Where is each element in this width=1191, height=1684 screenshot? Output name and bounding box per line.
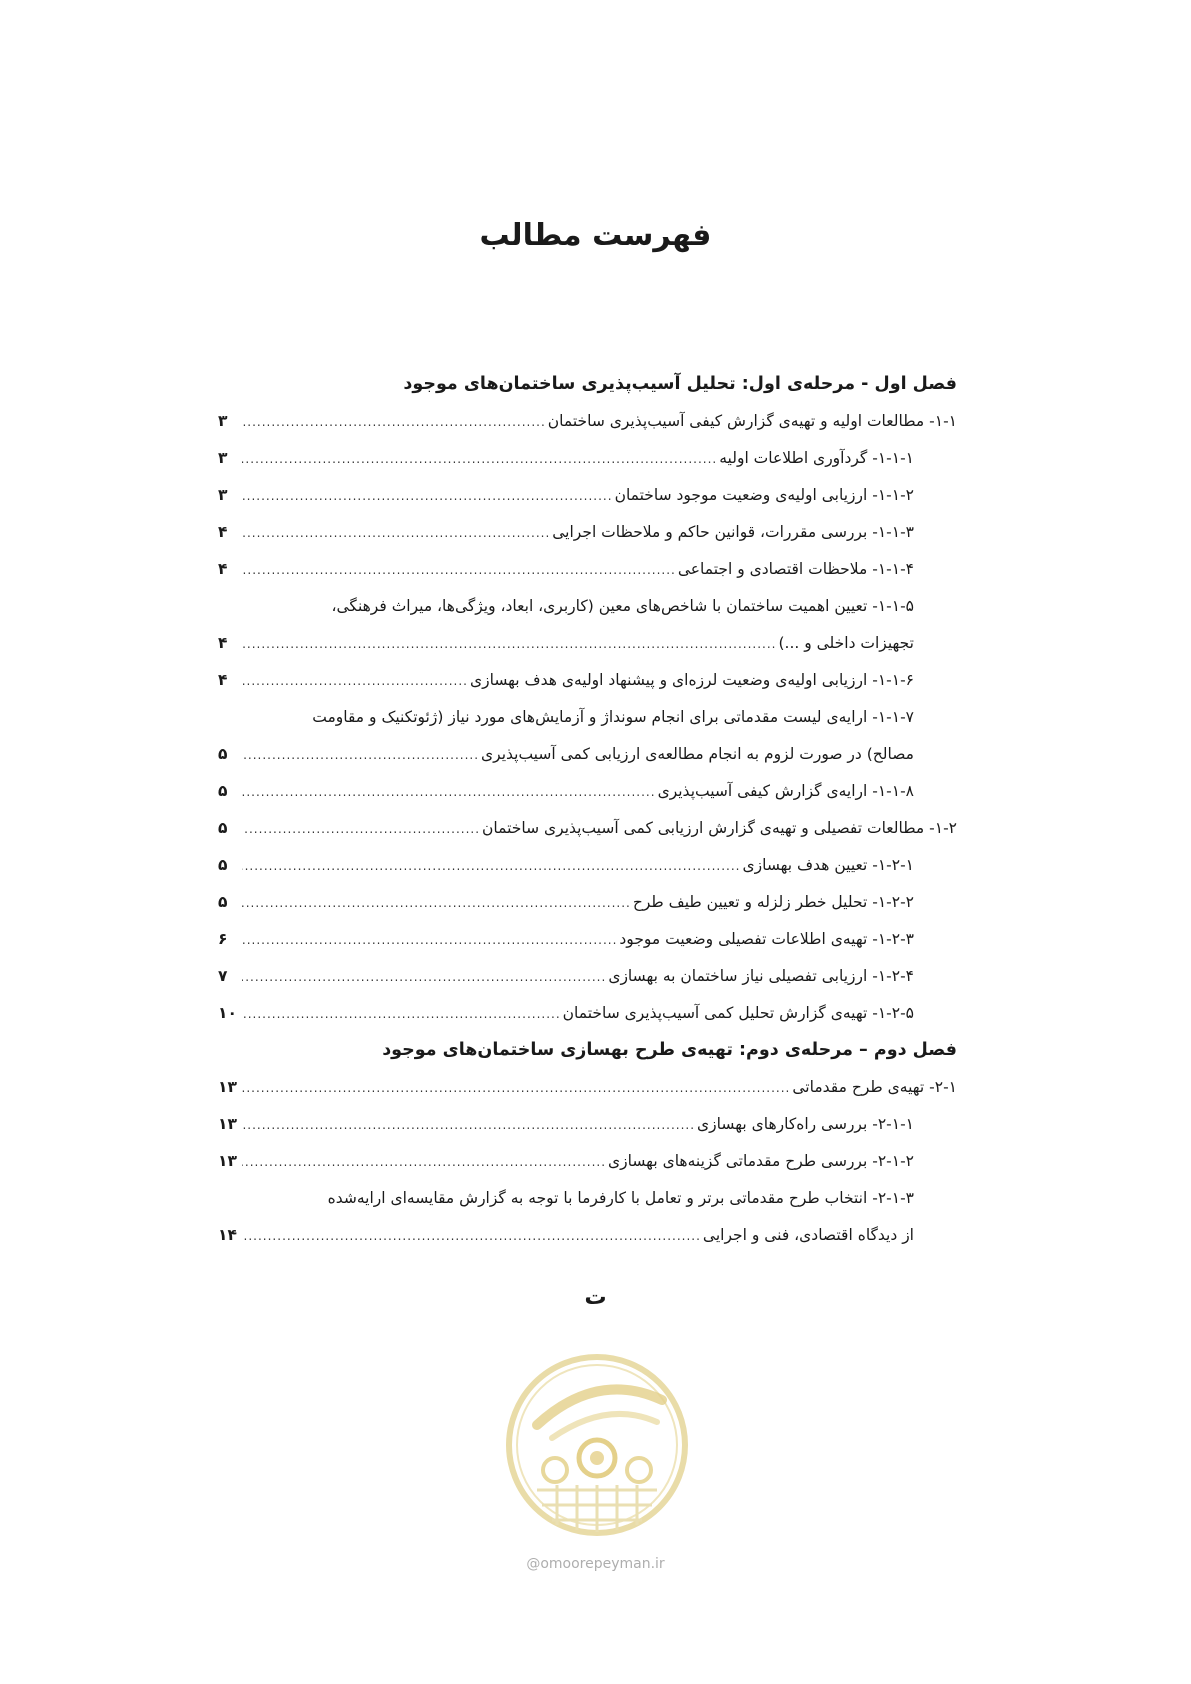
toc-entry[interactable] bbox=[218, 1106, 957, 1143]
toc-entry[interactable] bbox=[218, 403, 957, 440]
toc-entry[interactable] bbox=[218, 1069, 957, 1106]
toc-entry-title: ۱-۱-۶- ارزیابی اولیه‌ی وضعیت لرزه‌ای و پیشنهاد اولیه‌ی هدف بهسازی bbox=[469, 671, 914, 689]
toc-entry[interactable] bbox=[218, 1217, 957, 1254]
toc-entry-title: ۱-۲-۲- تحلیل خطر زلزله و تعیین طیف طرح bbox=[632, 893, 914, 911]
dot-leader bbox=[242, 885, 631, 922]
toc-entry-title: مصالح) در صورت لزوم به انجام مطالعه‌ی ارزیابی کمی آسیب‌پذیری bbox=[481, 745, 914, 763]
dot-leader bbox=[242, 441, 717, 478]
toc-page-number: ۵ bbox=[218, 856, 228, 874]
toc-entry[interactable] bbox=[218, 921, 957, 958]
toc-entry-title: ۱-۲-۱- تعیین هدف بهسازی bbox=[742, 856, 914, 874]
dot-leader bbox=[242, 811, 480, 848]
dot-leader bbox=[242, 996, 561, 1033]
toc-entry-title: ۱-۱- مطالعات اولیه و تهیه‌ی گزارش کیفی آسیب‌پذیری ساختمان bbox=[547, 412, 957, 430]
toc-entry[interactable] bbox=[218, 551, 957, 588]
toc-page-number: ۱۴ bbox=[218, 1226, 237, 1244]
chapter-heading: فصل دوم – مرحله‌ی دوم: تهیه‌ی طرح بهسازی ساختمان‌های موجود bbox=[382, 1040, 957, 1060]
toc-entry-title-line1[interactable]: ۱-۱-۵- تعیین اهمیت ساختمان با شاخص‌های معین (کاربری، ابعاد، ویژگی‌ها، میراث فرهنگی، bbox=[331, 597, 914, 615]
dot-leader bbox=[242, 404, 546, 441]
toc-entry-title: ۱-۱-۸- ارایه‌ی گزارش کیفی آسیب‌پذیری bbox=[657, 782, 914, 800]
toc-entry[interactable] bbox=[218, 773, 957, 810]
dot-leader bbox=[242, 774, 656, 811]
toc-entry[interactable] bbox=[218, 736, 957, 773]
toc-entry[interactable] bbox=[218, 440, 957, 477]
page-title: فهرست مطالب bbox=[479, 218, 712, 253]
toc-entry[interactable] bbox=[218, 625, 957, 662]
dot-leader bbox=[242, 515, 550, 552]
toc-entry[interactable] bbox=[218, 514, 957, 551]
page-number: ت bbox=[584, 1285, 607, 1310]
dot-leader bbox=[242, 478, 613, 515]
toc-entry-title: ۱-۱-۳- بررسی مقررات، قوانین حاکم و ملاحظات اجرایی bbox=[552, 523, 914, 541]
toc-entry[interactable] bbox=[218, 995, 957, 1032]
toc-entry-title: ۱-۱-۲- ارزیابی اولیه‌ی وضعیت موجود ساختمان bbox=[614, 486, 914, 504]
chapter-heading: فصل اول - مرحله‌ی اول: تحلیل آسیب‌پذیری ساختمان‌های موجود bbox=[403, 374, 957, 394]
toc-page-number: ۵ bbox=[218, 782, 228, 800]
toc-page-number: ۱۳ bbox=[218, 1152, 237, 1170]
toc-page-number: ۶ bbox=[218, 930, 228, 948]
dot-leader bbox=[242, 1218, 701, 1255]
watermark-site: @omoorepeyman.ir bbox=[526, 1556, 665, 1572]
toc-page-number: ۱۳ bbox=[218, 1078, 237, 1096]
toc-entry[interactable] bbox=[218, 1143, 957, 1180]
toc-page-number: ۴ bbox=[218, 671, 228, 689]
dot-leader bbox=[242, 959, 606, 996]
toc-page-number: ۴ bbox=[218, 523, 228, 541]
dot-leader bbox=[242, 663, 468, 700]
dot-leader bbox=[242, 1070, 790, 1107]
table-of-contents bbox=[218, 366, 957, 1254]
dot-leader bbox=[242, 1144, 606, 1181]
toc-page-number: ۵ bbox=[218, 819, 228, 837]
toc-page-number: ۴ bbox=[218, 560, 228, 578]
toc-entry-title: ۱-۲- مطالعات تفصیلی و تهیه‌ی گزارش ارزیابی کمی آسیب‌پذیری ساختمان bbox=[482, 819, 957, 837]
toc-page-number: ۳ bbox=[218, 449, 228, 467]
toc-entry[interactable] bbox=[218, 662, 957, 699]
dot-leader bbox=[242, 626, 776, 663]
toc-page-number: ۱۳ bbox=[218, 1115, 237, 1133]
toc-entry-title-line1[interactable]: ۲-۱-۳- انتخاب طرح مقدماتی برتر و تعامل با کارفرما با توجه به گزارش مقایسه‌ای ارایه‌شده bbox=[327, 1189, 914, 1207]
dot-leader bbox=[242, 848, 741, 885]
toc-entry-title: ۱-۲-۵- تهیه‌ی گزارش تحلیل کمی آسیب‌پذیری ساختمان bbox=[562, 1004, 914, 1022]
toc-entry-title-line1[interactable]: ۱-۱-۷- ارایه‌ی لیست مقدماتی برای انجام سونداژ و آزمایش‌های مورد نیاز (ژئوتکنیک و مقاومت bbox=[312, 708, 914, 726]
toc-page-number: ۳ bbox=[218, 486, 228, 504]
toc-entry[interactable] bbox=[218, 810, 957, 847]
toc-page-number: ۵ bbox=[218, 893, 228, 911]
dot-leader bbox=[242, 922, 617, 959]
toc-entry-title: ۱-۱-۱- گردآوری اطلاعات اولیه bbox=[719, 449, 914, 467]
watermark-logo bbox=[497, 1330, 697, 1560]
toc-entry-title: ۲-۱- تهیه‌ی طرح مقدماتی bbox=[792, 1078, 957, 1096]
dot-leader bbox=[242, 1107, 695, 1144]
dot-leader bbox=[242, 552, 676, 589]
toc-entry[interactable] bbox=[218, 477, 957, 514]
toc-entry-title: ۱-۲-۴- ارزیابی تفصیلی نیاز ساختمان به بهسازی bbox=[608, 967, 914, 985]
toc-entry-title: ۱-۲-۳- تهیه‌ی اطلاعات تفصیلی وضعیت موجود bbox=[619, 930, 914, 948]
toc-page-number: ۵ bbox=[218, 745, 228, 763]
toc-page-number: ۴ bbox=[218, 634, 228, 652]
toc-page-number: ۷ bbox=[218, 967, 228, 985]
toc-entry-title: از دیدگاه اقتصادی، فنی و اجرایی bbox=[702, 1226, 914, 1244]
toc-entry-title: ۲-۱-۱- بررسی راه‌کارهای بهسازی bbox=[697, 1115, 914, 1133]
dot-leader bbox=[242, 737, 479, 774]
toc-entry-title: تجهیزات داخلی و ...) bbox=[778, 634, 914, 652]
toc-entry[interactable] bbox=[218, 847, 957, 884]
toc-page-number: ۱۰ bbox=[218, 1004, 237, 1022]
toc-entry[interactable] bbox=[218, 884, 957, 921]
toc-entry[interactable] bbox=[218, 958, 957, 995]
toc-page-number: ۳ bbox=[218, 412, 228, 430]
toc-entry-title: ۱-۱-۴- ملاحظات اقتصادی و اجتماعی bbox=[677, 560, 914, 578]
toc-entry-title: ۲-۱-۲- بررسی طرح مقدماتی گزینه‌های بهسازی bbox=[608, 1152, 914, 1170]
